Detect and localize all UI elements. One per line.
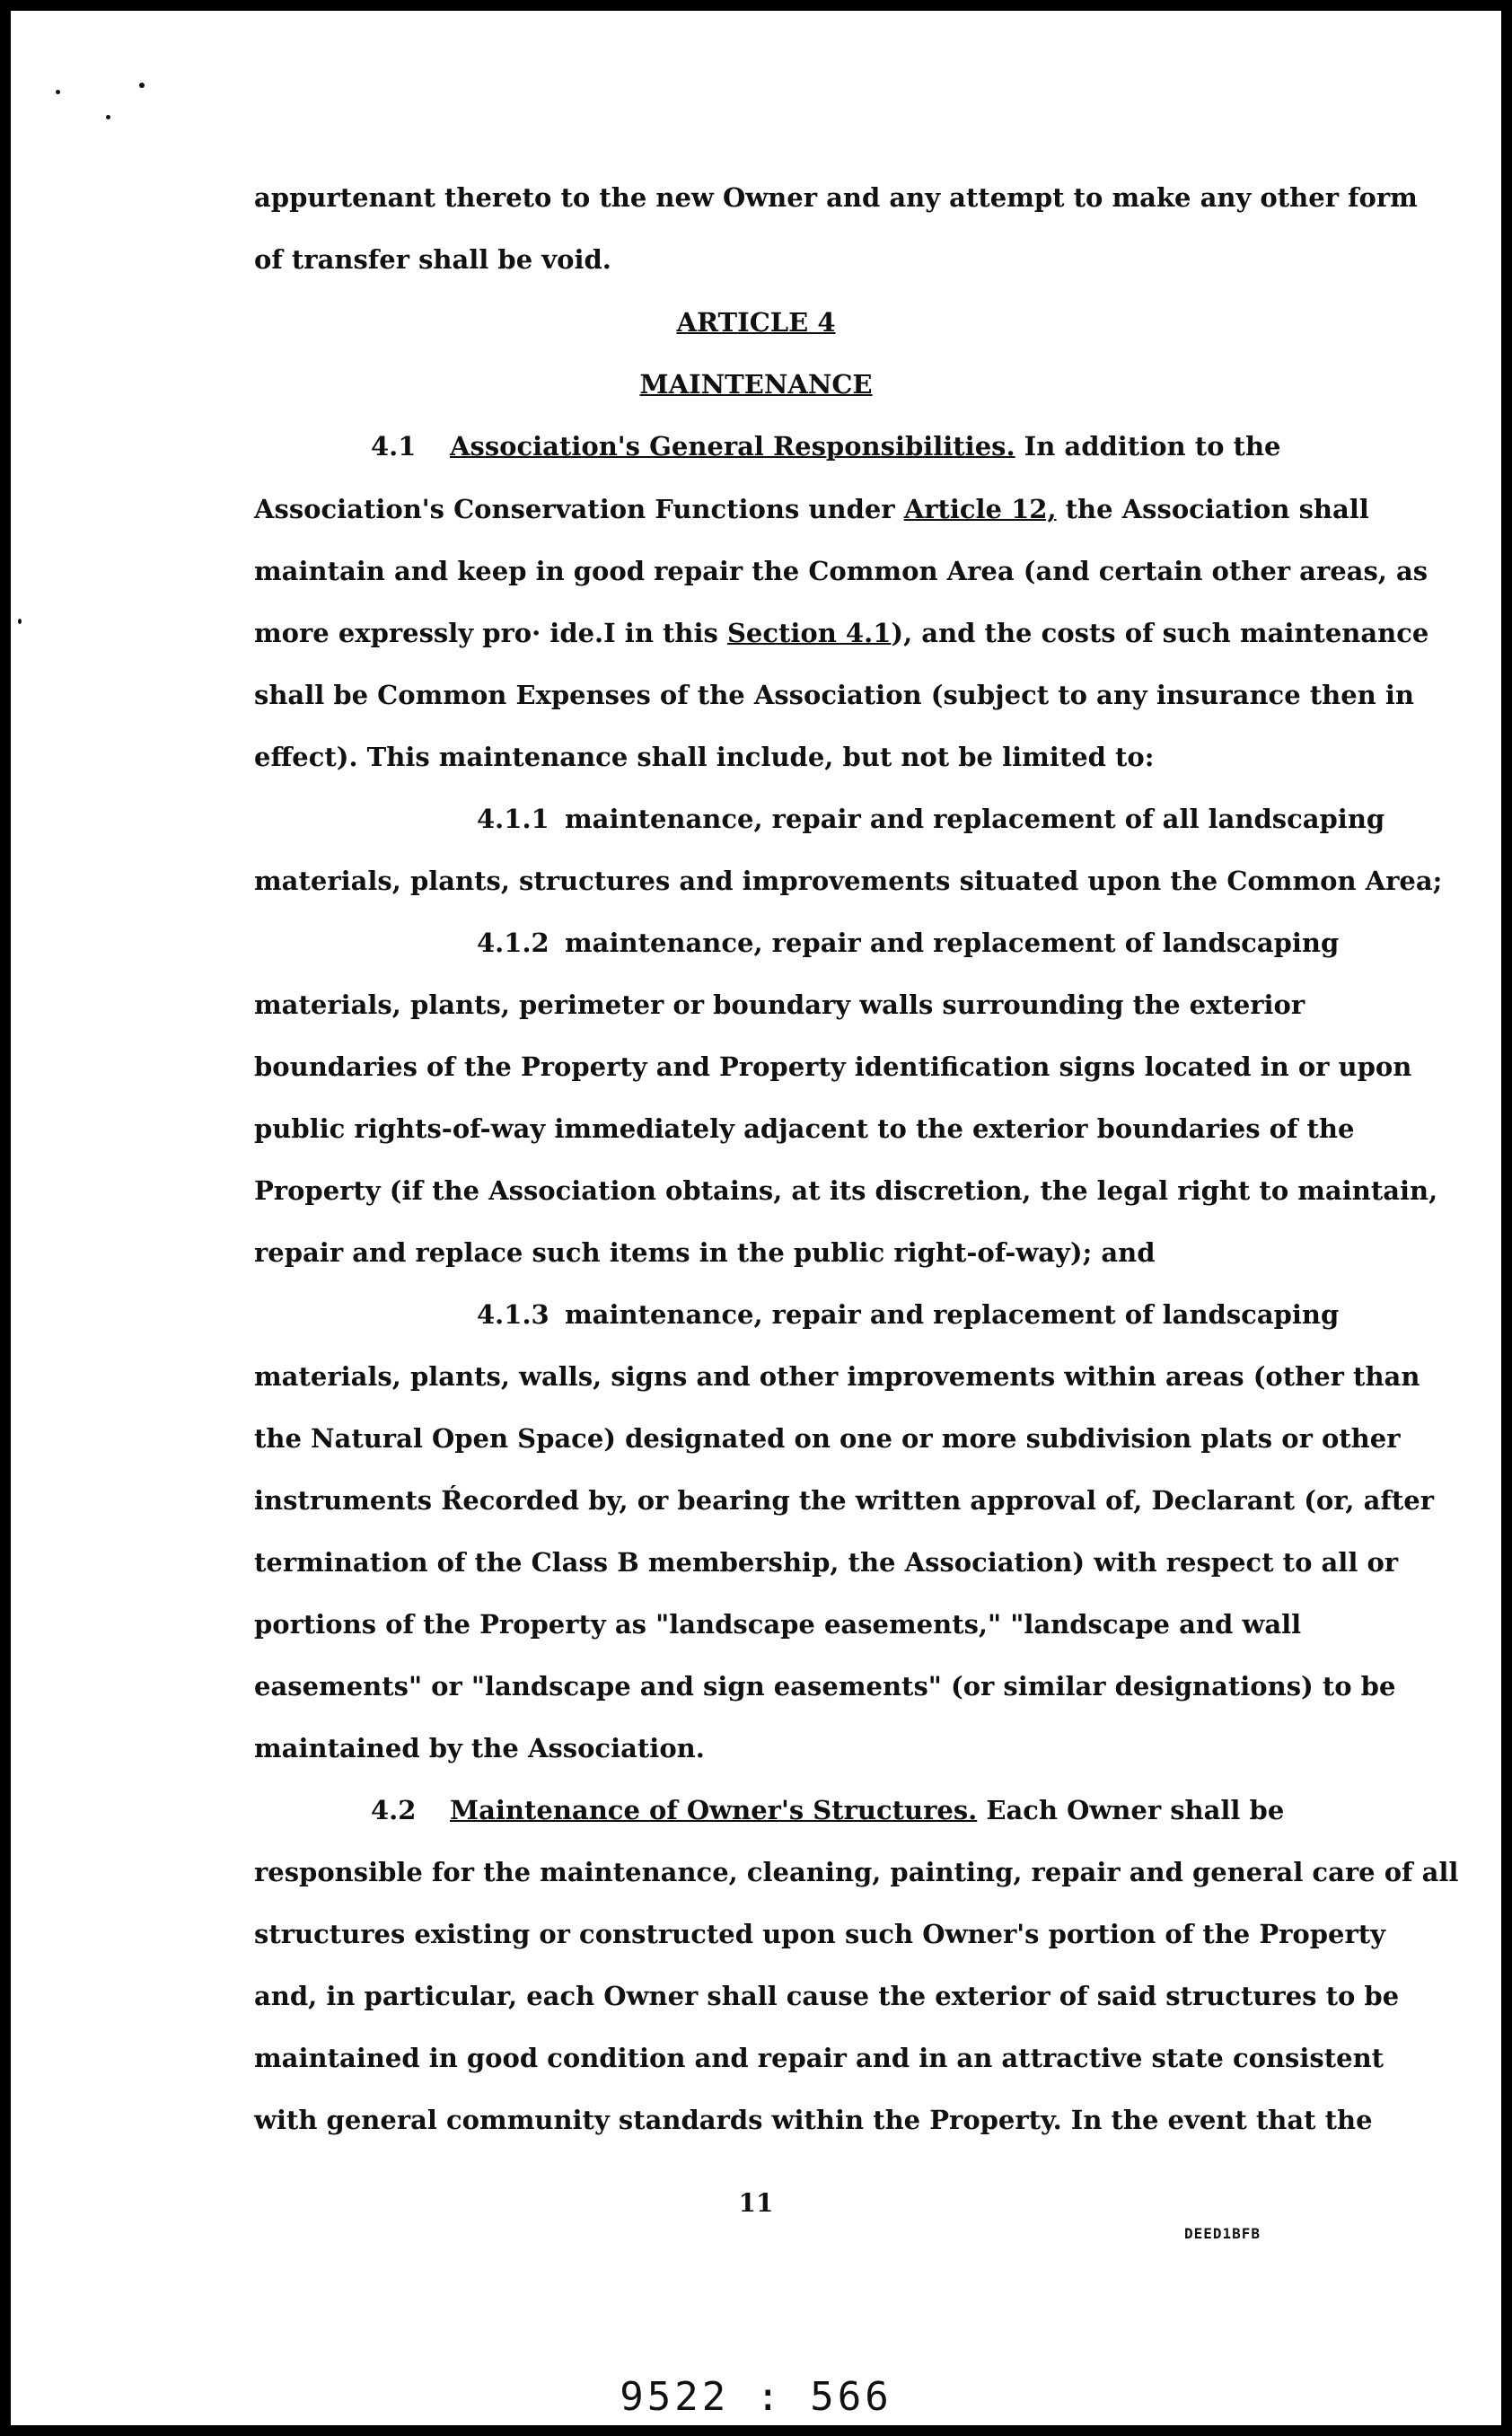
paragraph-line: maintained by the Association. [254,1733,705,1763]
paragraph-line: maintain and keep in good repair the Common Area (and certain other areas, as [254,556,1428,586]
section-heading: Association's General Responsibilities. [450,431,1015,462]
cross-reference: Article 12, [903,494,1057,524]
recording-stamp [11,2374,1501,2420]
paragraph-line: materials, plants, structures and improvements situated upon the Common Area; [254,866,1443,896]
paragraph-line: instruments Ŕecorded by, or bearing the written approval of, Declarant (or, after [254,1485,1435,1516]
stamp-separator: : [755,2374,784,2420]
subsection-4-1-1-heading-line: 4.1.1 maintenance, repair and replacement of all landscaping [254,801,1277,837]
paragraph-line: easements" or "landscape and sign easements" (or similar designations) to be [254,1671,1396,1702]
scan-speck [18,619,22,624]
section-number: 4.1 [371,431,417,462]
paragraph-line: responsible for the maintenance, cleaning, painting, repair and general care of all [254,1857,1459,1887]
stamp-book: 9522 [620,2374,730,2420]
paragraph-line: structures existing or constructed upon such Owner's portion of the Property [254,1919,1386,1949]
scan-speck [106,115,110,119]
paragraph-line: the Natural Open Space) designated on one or more subdivision plats or other [254,1423,1401,1454]
cross-reference: Section 4.1 [726,618,892,648]
section-number: 4.2 [371,1795,417,1825]
scan-speck [56,90,60,94]
section-4-1-heading-line: 4.1 Association's General Responsibilities. In addition to the [254,428,1277,464]
scan-speck [139,83,145,88]
subsection-number: 4.1.2 [477,928,549,958]
subsection-number: 4.1.1 [477,804,549,834]
document-id: DEED1BFB [1183,2225,1261,2242]
section-4-2-heading-line: 4.2 Maintenance of Owner's Structures. Each Owner shall be [254,1792,1277,1828]
paragraph-line: effect). This maintenance shall include, but not be limited to: [254,742,1155,772]
paragraph-line: portions of the Property as "landscape easements," "landscape and wall [254,1609,1302,1640]
paragraph-line: Association's Conservation Functions under Article 12, the Association shall [254,494,1369,524]
stamp-page: 566 [810,2374,892,2420]
paragraph-line: appurtenant thereto to the new Owner and any attempt to make any other form [254,182,1418,213]
paragraph-line: public rights-of-way immediately adjacent to the exterior boundaries of the [254,1113,1355,1144]
paragraph-line: and, in particular, each Owner shall cause the exterior of said structures to be [254,1981,1400,2011]
page-number: 11 [738,2188,774,2218]
paragraph-line: Property (if the Association obtains, at its discretion, the legal right to maintain, [254,1175,1438,1206]
subsection-4-1-3-heading-line: 4.1.3 maintenance, repair and replacement of landscaping [254,1297,1277,1332]
paragraph-line: termination of the Class B membership, the Association) with respect to all or [254,1547,1399,1578]
paragraph-line: materials, plants, perimeter or boundary walls surrounding the exterior [254,989,1305,1020]
subsection-number: 4.1.3 [477,1299,549,1330]
paragraph-line: more expressly pro· ide.I in this Section 4.1), and the costs of such maintenance [254,618,1429,648]
paragraph-line: shall be Common Expenses of the Association (subject to any insurance then in [254,680,1414,710]
paragraph-line: with general community standards within the Property. In the event that the [254,2105,1373,2135]
section-heading: Maintenance of Owner's Structures. [450,1795,978,1825]
paragraph-line: repair and replace such items in the public right-of-way); and [254,1237,1156,1268]
paragraph-line: maintained in good condition and repair and in an attractive state consistent [254,2043,1385,2073]
article-title: MAINTENANCE [639,369,873,400]
subsection-4-1-2-heading-line: 4.1.2 maintenance, repair and replacement of landscaping [254,925,1277,961]
paragraph-line: boundaries of the Property and Property identification signs located in or upon [254,1051,1412,1082]
document-page [11,11,1501,2425]
paragraph-line: materials, plants, walls, signs and other improvements within areas (other than [254,1361,1420,1392]
paragraph-line: of transfer shall be void. [254,244,611,275]
article-number: ARTICLE 4 [676,307,836,338]
